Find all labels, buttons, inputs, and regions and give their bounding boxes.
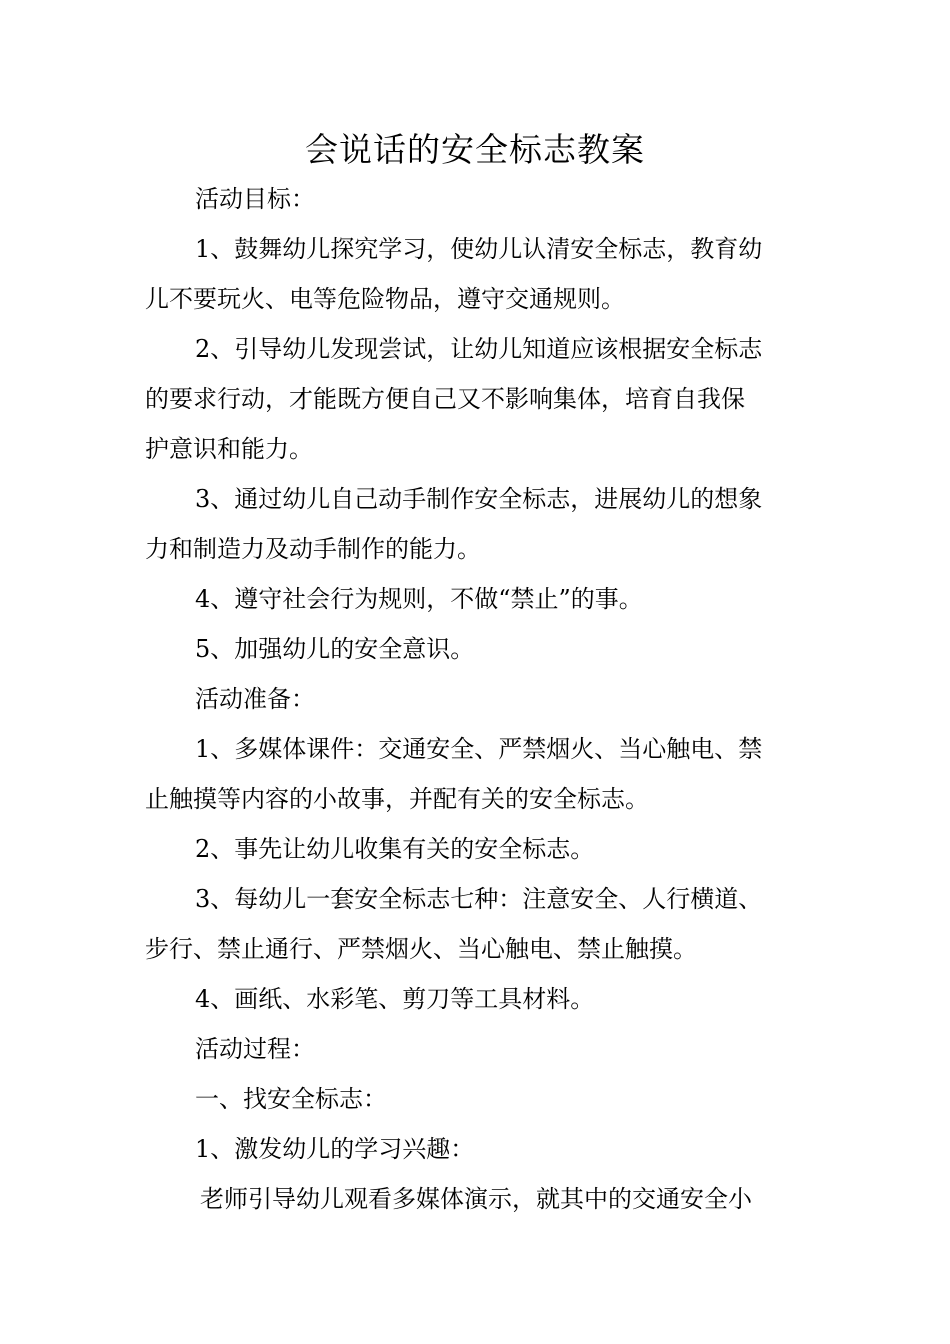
- paragraph-line: 1、激发幼儿的学习兴趣：: [195, 1135, 475, 1163]
- paragraph-line: 儿不要玩火、电等危险物品，遵守交通规则。: [145, 285, 625, 313]
- paragraph-line: 3、每幼儿一套安全标志七种：注意安全、人行横道、: [195, 885, 763, 913]
- paragraph-line: 2、事先让幼儿收集有关的安全标志。: [195, 835, 595, 863]
- paragraph-line: 的要求行动，才能既方便自己又不影响集体，培育自我保: [145, 385, 745, 413]
- paragraph-line: 1、多媒体课件：交通安全、严禁烟火、当心触电、禁: [195, 735, 763, 763]
- section-heading-preparation: 活动准备：: [195, 685, 315, 713]
- section-heading-goals: 活动目标：: [195, 185, 315, 213]
- paragraph-line: 4、画纸、水彩笔、剪刀等工具材料。: [195, 985, 595, 1013]
- paragraph-line: 步行、禁止通行、严禁烟火、当心触电、禁止触摸。: [145, 935, 697, 963]
- paragraph-line: 3、通过幼儿自己动手制作安全标志，进展幼儿的想象: [195, 485, 763, 513]
- paragraph-line: 2、引导幼儿发现尝试，让幼儿知道应该根据安全标志: [195, 335, 763, 363]
- paragraph-line: 止触摸等内容的小故事，并配有关的安全标志。: [145, 785, 649, 813]
- section-heading-process: 活动过程：: [195, 1035, 315, 1063]
- paragraph-line: 4、遵守社会行为规则，不做“禁止”的事。: [195, 585, 643, 613]
- document-title: 会说话的安全标志教案: [305, 130, 645, 169]
- paragraph-line: 力和制造力及动手制作的能力。: [145, 535, 481, 563]
- subsection-heading: 一、找安全标志：: [195, 1085, 387, 1113]
- paragraph-line: 5、加强幼儿的安全意识。: [195, 635, 475, 663]
- paragraph-line: 1、鼓舞幼儿探究学习，使幼儿认清安全标志，教育幼: [195, 235, 763, 263]
- paragraph-line: 护意识和能力。: [145, 435, 313, 463]
- paragraph-line: 老师引导幼儿观看多媒体演示，就其中的交通安全小: [200, 1185, 752, 1213]
